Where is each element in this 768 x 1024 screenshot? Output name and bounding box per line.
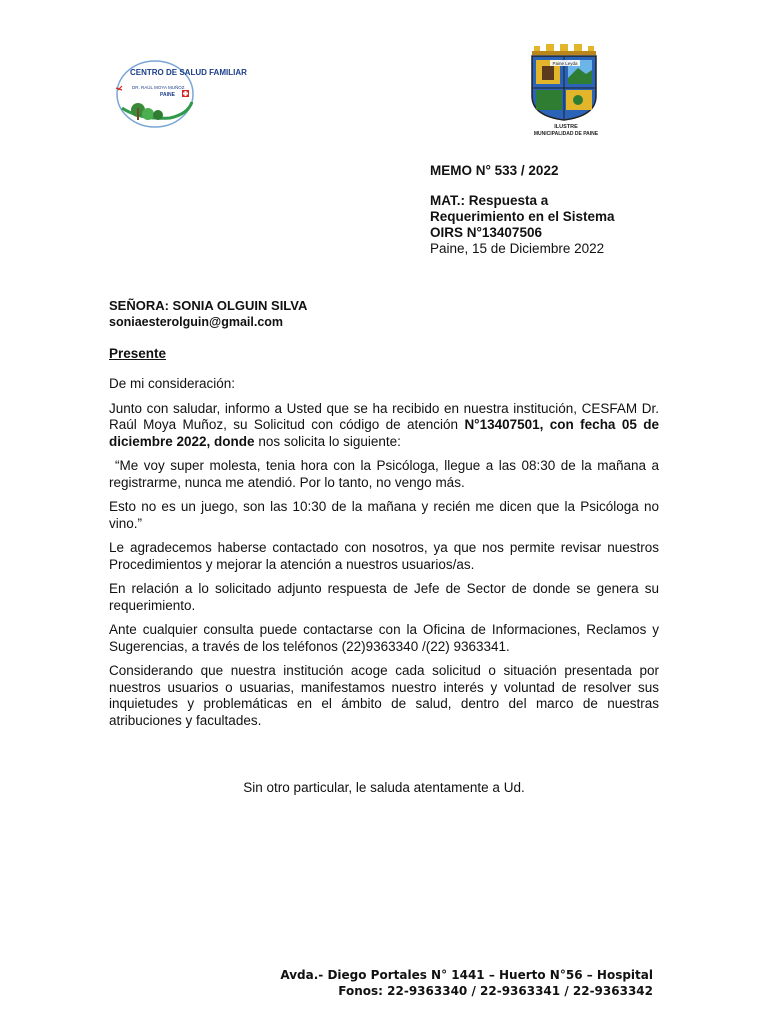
intro-text-c: nos solicita lo siguiente: [254, 433, 401, 449]
paragraph-intro [109, 401, 659, 451]
recipient-block [109, 298, 307, 330]
recipient-email: soniaesterolguin@gmail.com [109, 315, 284, 329]
memo-subject-line3: OIRS N°13407506 [430, 225, 542, 240]
cesfam-logo-subtitle: DR. RAÚL MOYA MUÑOZ [132, 85, 185, 90]
cesfam-logo [110, 58, 247, 130]
presente-heading: Presente [109, 346, 167, 361]
memo-subject-line2: Requerimiento en el Sistema [430, 209, 615, 224]
greeting: De mi consideración: [109, 376, 236, 391]
memo-number: MEMO N° 533 / 2022 [430, 163, 559, 178]
memo-subject-line1: MAT.: Respuesta a [430, 193, 549, 208]
intro-text-a: Junto con saludar, informo a Usted que se ha recibido en nuestra institución, CESFAM Dr. Raúl Moya Muñoz, su Solicitud con código de atención [109, 400, 659, 432]
quote-text-1: “Me voy super molesta, tenia hora con la Psicóloga, llegue a las 08:30 de la mañana a registrarme, nunca me atendió. Por lo tanto, no vengo más. [109, 458, 659, 490]
footer-address-line: Avda.- Diego Portales N° 1441 – Huerto N°56 – Hospital [280, 968, 653, 982]
memo-header [430, 163, 730, 257]
paragraph-commitment: Considerando que nuestra institución acoge cada solicitud o situación presentada por nuestros usuarios o usuarias, manifestamos nuestro interés y voluntad de resolver sus inquietudes y problemáticas en el ámbito de salud, dentro del marco de nuestras atribuciones y facultades. [109, 663, 659, 728]
footer-address [280, 967, 653, 999]
shield-ribbon-text: Paine Leyda [552, 61, 578, 66]
memo-date: Paine, 15 de Diciembre 2022 [430, 241, 605, 256]
cesfam-logo-title: CENTRO DE SALUD FAMILIAR [130, 68, 247, 77]
shield-caption-1: ILUSTRE [554, 124, 578, 130]
closing-line: Sin otro particular, le saluda atentamente a Ud. [243, 780, 525, 795]
paragraph-contact: Ante cualquier consulta puede contactarse con la Oficina de Informaciones, Reclamos y Sugerencias, a través de los teléfonos (22)9363340 /(22) 9363341. [109, 622, 659, 654]
shield-caption-2: MUNICIPALIDAD DE PAINE [533, 131, 599, 137]
intro-text-bold: N°13407501, con fecha 05 de diciembre 2022, donde [109, 417, 659, 449]
quote-part-1 [109, 458, 659, 491]
paragraph-thanks: Le agradecemos haberse contactado con nosotros, ya que nos permite revisar nuestros Procedimientos y mejorar la atención a nuestros usuarios/as. [109, 540, 659, 572]
municipal-shield-logo [520, 44, 612, 136]
footer-phones-line: Fonos: 22-9363340 / 22-9363341 / 22-9363342 [338, 984, 653, 998]
letter-body [109, 376, 659, 737]
paragraph-response: En relación a lo solicitado adjunto respuesta de Jefe de Sector de donde se genera su requerimiento. [109, 581, 659, 613]
recipient-name: SEÑORA: SONIA OLGUIN SILVA [109, 298, 308, 313]
cesfam-logo-brand: PAINE [160, 92, 175, 98]
quote-part-2: Esto no es un juego, son las 10:30 de la mañana y recién me dicen que la Psicóloga no vino.” [109, 499, 659, 531]
